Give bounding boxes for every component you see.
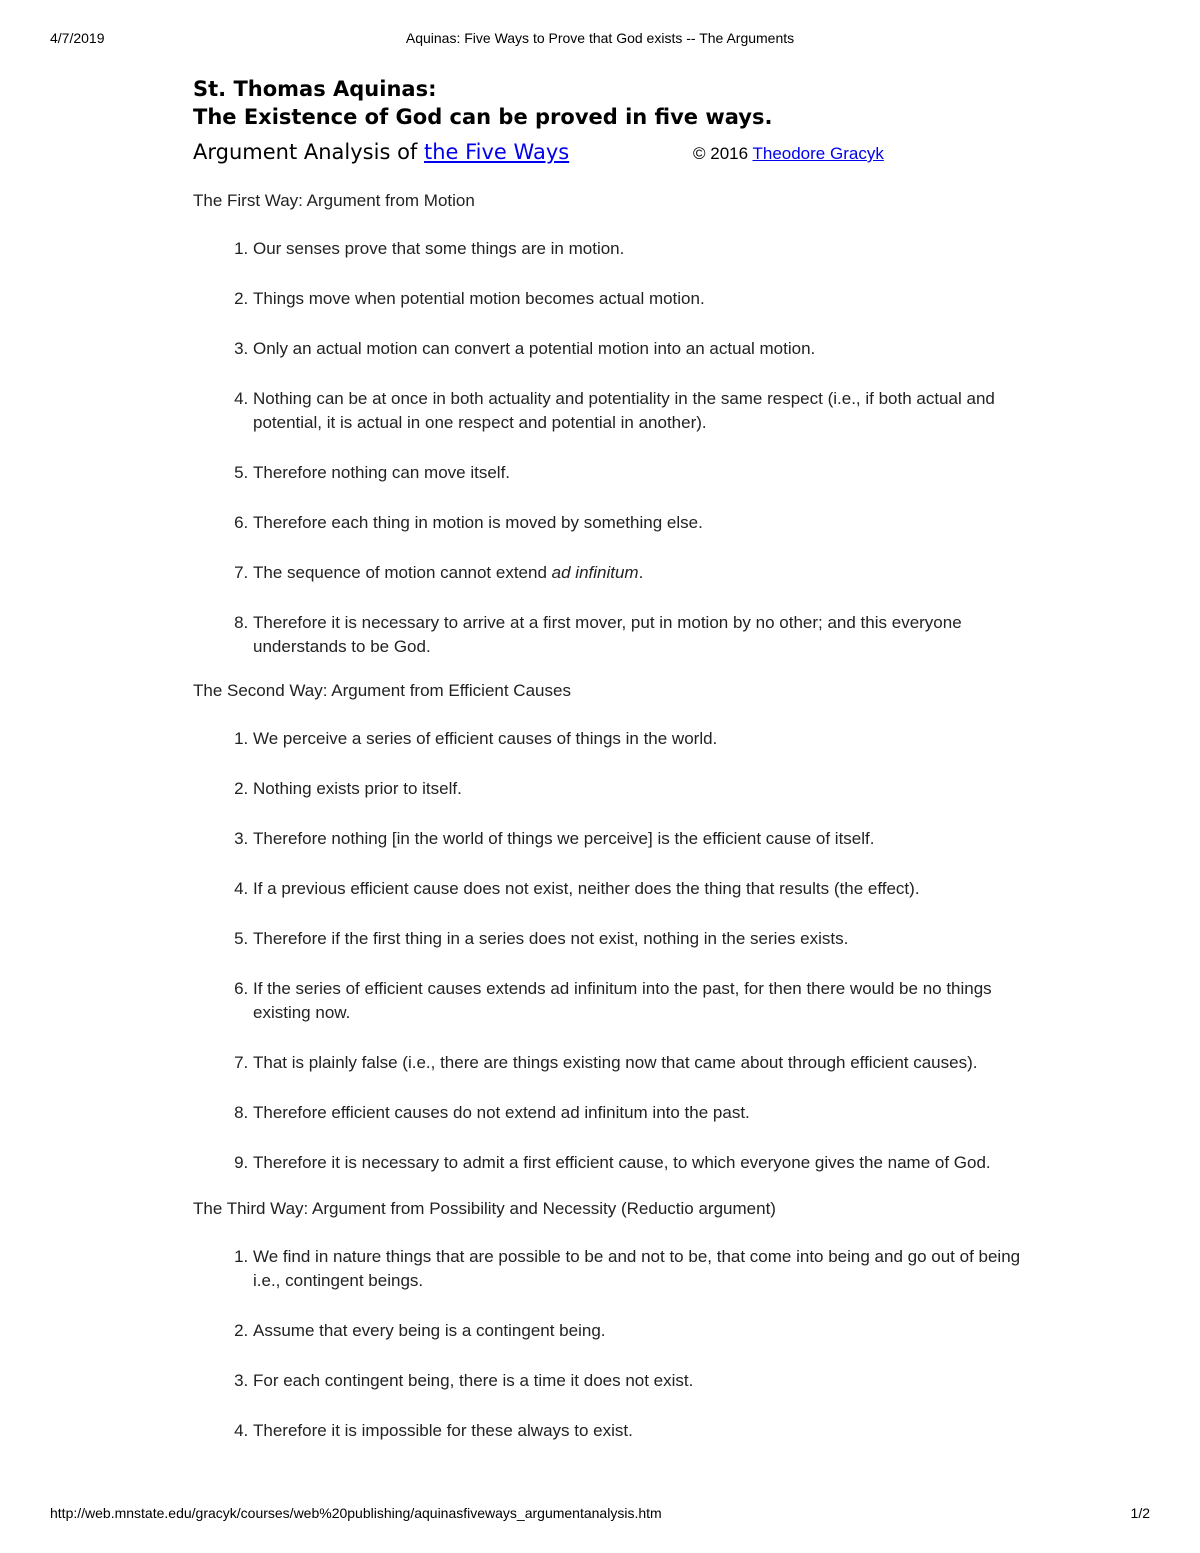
step-text: Assume that every being is a contingent being. — [253, 1321, 606, 1340]
argument-step — [253, 1245, 1023, 1293]
five-ways-link[interactable]: the Five Ways — [423, 140, 570, 164]
argument-step — [253, 287, 1023, 311]
argument-step — [253, 337, 1023, 361]
print-header — [50, 30, 1150, 50]
print-page-title: Aquinas: Five Ways to Prove that God exists -- The Arguments — [405, 30, 795, 46]
argument-step — [253, 387, 1023, 435]
argument-step — [253, 1419, 1023, 1443]
section-heading: The Second Way: Argument from Efficient Causes — [193, 681, 571, 700]
argument-step — [253, 237, 1023, 261]
argument-list — [193, 727, 1023, 1175]
step-text: Therefore it is impossible for these always to exist. — [253, 1421, 633, 1440]
step-text: That is plainly false (i.e., there are things existing now that came about through efficient causes). — [253, 1053, 978, 1072]
argument-step — [253, 927, 1023, 951]
argument-step — [253, 977, 1023, 1025]
argument-step — [253, 561, 1023, 585]
print-url: http://web.mnstate.edu/gracyk/courses/web%20publishing/aquinasfiveways_argumentanalysis.htm — [50, 1505, 662, 1521]
step-text: For each contingent being, there is a time it does not exist. — [253, 1371, 694, 1390]
ways-container — [193, 189, 1023, 1443]
argument-step — [253, 511, 1023, 535]
step-text: Nothing can be at once in both actuality and potentiality in the same respect (i.e., if both actual and potential, it is actual in one respect and potential in another). — [253, 389, 995, 432]
section-heading: The First Way: Argument from Motion — [193, 191, 475, 210]
step-text: Therefore if the first thing in a series does not exist, nothing in the series exists. — [253, 929, 849, 948]
step-text: Only an actual motion can convert a potential motion into an actual motion. — [253, 339, 816, 358]
print-date: 4/7/2019 — [50, 30, 105, 46]
section-heading: The Third Way: Argument from Possibility and Necessity (Reductio argument) — [193, 1199, 776, 1218]
argument-step — [253, 461, 1023, 485]
step-text: Therefore efficient causes do not extend ad infinitum into the past. — [253, 1103, 750, 1122]
author-link[interactable]: Theodore Gracyk — [752, 144, 884, 163]
argument-step — [253, 611, 1023, 659]
step-text: Therefore it is necessary to admit a first efficient cause, to which everyone gives the name of God. — [253, 1153, 991, 1172]
argument-step — [253, 727, 1023, 751]
step-italic-text: ad infinitum — [551, 563, 639, 582]
step-text: If a previous efficient cause does not exist, neither does the thing that results (the effect). — [253, 879, 920, 898]
subtitle-line — [193, 137, 1023, 167]
argument-step — [253, 1101, 1023, 1125]
step-text: Therefore it is necessary to arrive at a first mover, put in motion by no other; and this everyone understands to be God. — [253, 613, 962, 656]
step-text: Things move when potential motion becomes actual motion. — [253, 289, 705, 308]
step-text: Therefore each thing in motion is moved by something else. — [253, 513, 703, 532]
page-number: 1/2 — [1130, 1505, 1150, 1521]
step-text-after: . — [638, 563, 644, 582]
print-footer — [50, 1505, 1150, 1525]
argument-step — [253, 1319, 1023, 1343]
argument-step — [253, 1051, 1023, 1075]
argument-list — [193, 1245, 1023, 1443]
argument-step — [253, 777, 1023, 801]
argument-step — [253, 877, 1023, 901]
argument-step — [253, 827, 1023, 851]
argument-step — [253, 1151, 1023, 1175]
step-text: We perceive a series of efficient causes of things in the world. — [253, 729, 718, 748]
page-title-line-1: St. Thomas Aquinas: — [193, 77, 437, 101]
step-text: We find in nature things that are possible to be and not to be, that come into being and go out of being i.e., contingent beings. — [253, 1247, 1021, 1290]
argument-list — [193, 237, 1023, 659]
step-text: Our senses prove that some things are in motion. — [253, 239, 625, 258]
step-text: Nothing exists prior to itself. — [253, 779, 462, 798]
step-text: Therefore nothing can move itself. — [253, 463, 511, 482]
copyright-prefix: © 2016 — [693, 144, 753, 163]
page-title-line-2: The Existence of God can be proved in five ways. — [193, 105, 773, 129]
step-text: If the series of efficient causes extends ad infinitum into the past, for then there would be no things existing now. — [253, 979, 992, 1022]
copyright — [693, 139, 884, 169]
argument-step — [253, 1369, 1023, 1393]
step-text: The sequence of motion cannot extend — [253, 563, 552, 582]
step-text: Therefore nothing [in the world of things we perceive] is the efficient cause of itself. — [253, 829, 875, 848]
document-content — [193, 75, 1023, 1443]
analysis-prefix: Argument Analysis of — [193, 140, 424, 164]
